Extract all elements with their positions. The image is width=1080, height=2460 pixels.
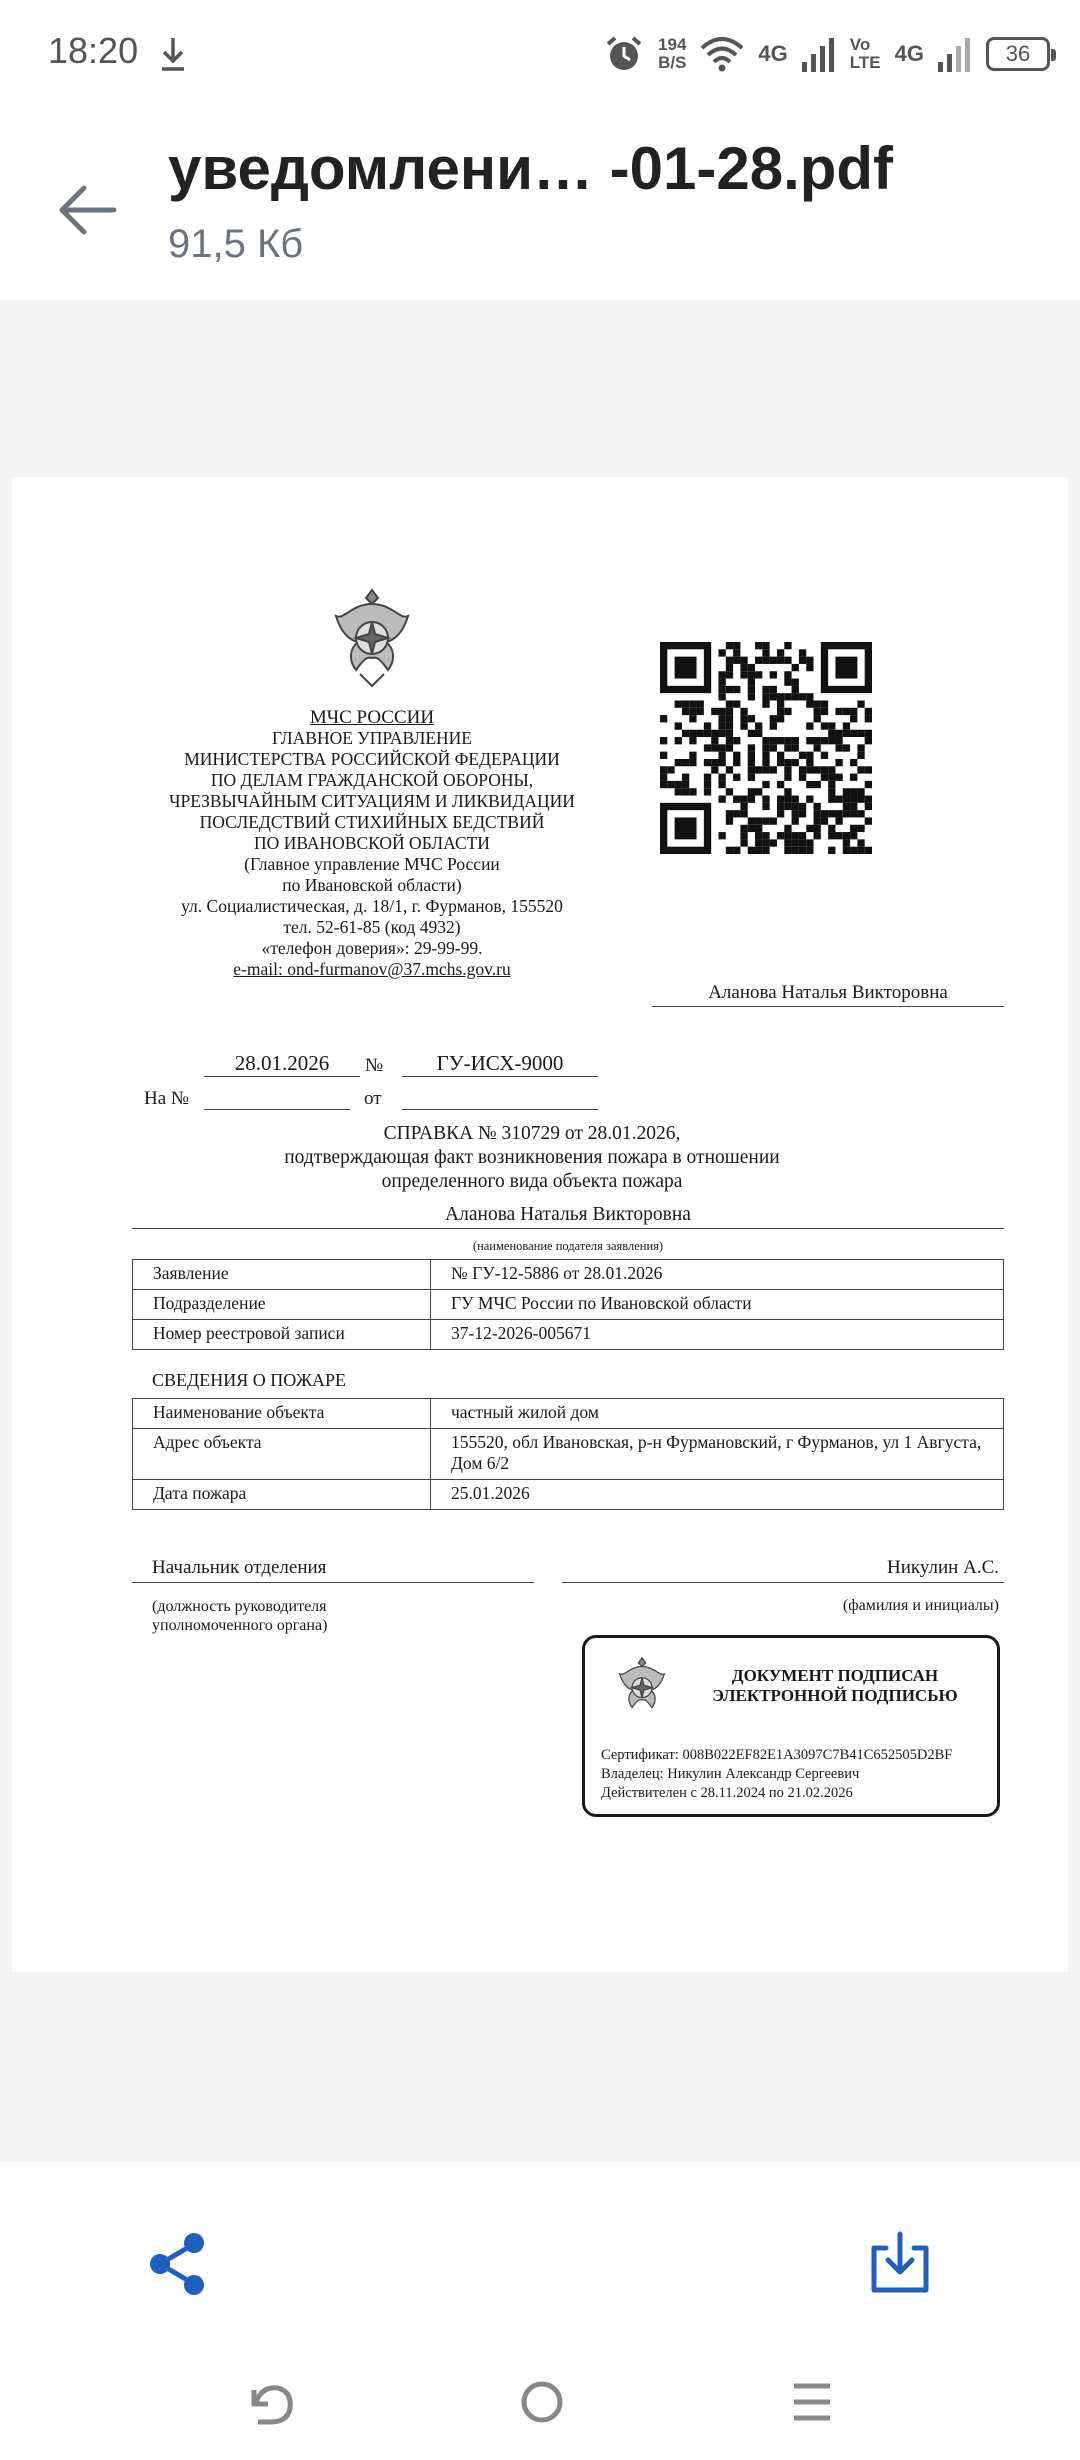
table-value: 155520, обл Ивановская, р-н Фурмановский, г Фурманов, ул 1 Августа, Дом 6/2 xyxy=(431,1429,1004,1480)
org-address: ул. Социалистическая, д. 18/1, г. Фурманов, 155520 xyxy=(181,896,563,916)
reg-no-label: № xyxy=(365,1055,384,1076)
application-table xyxy=(132,1259,1004,1350)
org-line: по Ивановской области) xyxy=(282,875,462,895)
stamp-certificate: Сертификат: 008B022EF82E1A3097C7B41C652505D2BF xyxy=(601,1747,953,1763)
caption-line: (должность руководителя xyxy=(152,1598,327,1615)
table-row xyxy=(133,1480,1004,1510)
volte-bottom: LTE xyxy=(849,53,881,72)
bottom-action-bar xyxy=(0,2162,1080,2342)
status-icons xyxy=(604,26,1050,82)
org-email: e-mail: ond-furmanov@37.mchs.gov.ru xyxy=(233,959,511,979)
alarm-icon xyxy=(604,34,644,74)
table-key: Адрес объекта xyxy=(133,1429,431,1480)
file-title: уведомлени… -01-28.pdf xyxy=(168,135,894,202)
table-row xyxy=(133,1429,1004,1480)
net-speed-unit: B/S xyxy=(658,53,687,72)
org-line: ГЛАВНОЕ УПРАВЛЕНИЕ xyxy=(271,728,472,748)
nav-back-icon[interactable] xyxy=(240,2372,300,2432)
table-key: Дата пожара xyxy=(133,1480,431,1510)
table-key: Номер реестровой записи xyxy=(133,1320,431,1350)
download-icon xyxy=(158,34,188,74)
table-value: 37-12-2026-005671 xyxy=(431,1320,1004,1350)
stamp-validity: Действителен с 28.11.2024 по 21.02.2026 xyxy=(601,1785,853,1801)
stamp-title-line: ДОКУМЕНТ ПОДПИСАН xyxy=(731,1666,939,1685)
org-line: ПОСЛЕДСТВИЙ СТИХИЙНЫХ БЕДСТВИЙ xyxy=(199,812,545,832)
org-line: МЧС РОССИИ xyxy=(309,707,435,728)
certificate-heading xyxy=(212,1122,852,1194)
stamp-title xyxy=(685,1666,985,1706)
net-speed xyxy=(658,36,686,72)
certificate-subtitle: подтверждающая факт возникновения пожара в отношении xyxy=(284,1147,780,1168)
reg-date: 28.01.2026 xyxy=(204,1051,360,1077)
net-type-2: 4G xyxy=(894,41,924,66)
reg-na-value xyxy=(204,1084,350,1110)
table-value: 25.01.2026 xyxy=(431,1480,1004,1510)
certificate-subtitle: определенного вида объекта пожара xyxy=(381,1171,683,1192)
system-nav-bar xyxy=(0,2342,1080,2460)
org-line: МИНИСТЕРСТВА РОССИЙСКОЙ ФЕДЕРАЦИИ xyxy=(184,749,560,769)
fire-info-table xyxy=(132,1398,1004,1510)
reg-ot-value xyxy=(402,1084,598,1110)
table-row xyxy=(133,1399,1004,1429)
battery-level: 36 xyxy=(1005,41,1031,66)
table-value: № ГУ-12-5886 от 28.01.2026 xyxy=(431,1260,1004,1290)
table-row xyxy=(133,1260,1004,1290)
file-size: 91,5 Кб xyxy=(168,222,304,266)
table-key: Подразделение xyxy=(133,1290,431,1320)
signatory-name-caption: (фамилия и инициалы) xyxy=(842,1597,999,1614)
volte-indicator xyxy=(850,36,881,72)
org-line: ЧРЕЗВЫЧАЙНЫМ СИТУАЦИЯМ И ЛИКВИДАЦИИ xyxy=(169,791,575,811)
table-value: ГУ МЧС России по Ивановской области xyxy=(431,1290,1004,1320)
share-icon[interactable] xyxy=(140,2226,216,2302)
net-speed-value: 194 xyxy=(658,35,687,54)
recipient-name: Аланова Наталья Викторовна xyxy=(652,982,1004,1007)
mchs-emblem-icon xyxy=(322,582,422,692)
pdf-page[interactable] xyxy=(12,477,1068,1972)
wifi-icon xyxy=(700,36,744,72)
table-key: Заявление xyxy=(133,1260,431,1290)
signal-icon xyxy=(938,36,972,72)
reg-number: ГУ-ИСХ-9000 xyxy=(402,1051,598,1077)
table-key: Наименование объекта xyxy=(133,1399,431,1429)
signal-icon xyxy=(802,36,836,72)
org-line: ПО ДЕЛАМ ГРАЖДАНСКОЙ ОБОРОНЫ, xyxy=(210,770,534,790)
download-icon[interactable] xyxy=(862,2226,938,2302)
qr-code xyxy=(660,642,872,854)
stamp-details xyxy=(601,1746,952,1803)
signatory-position-caption xyxy=(152,1597,327,1635)
nav-menu-icon[interactable] xyxy=(782,2372,842,2432)
reg-na-label: На № xyxy=(144,1088,190,1109)
table-row xyxy=(133,1320,1004,1350)
organization-block xyxy=(122,707,622,980)
caption-line: уполномоченного органа) xyxy=(152,1617,328,1634)
battery-icon xyxy=(986,37,1050,71)
signatory-name: Никулин А.С. xyxy=(562,1557,1004,1583)
certificate-title: СПРАВКА № 310729 от 28.01.2026, xyxy=(383,1123,681,1144)
status-bar xyxy=(0,0,1080,110)
status-time: 18:20 xyxy=(48,30,139,71)
net-type-1: 4G xyxy=(758,41,788,66)
pdf-viewer[interactable] xyxy=(0,300,1080,2162)
section-title: СВЕДЕНИЯ О ПОЖАРЕ xyxy=(152,1370,346,1390)
arrow-left-icon[interactable] xyxy=(48,172,124,248)
org-hotline: «телефон доверия»: 29-99-99. xyxy=(261,938,483,958)
nav-home-icon[interactable] xyxy=(512,2372,572,2432)
stamp-owner: Владелец: Никулин Александр Сергеевич xyxy=(601,1766,860,1782)
stamp-title-line: ЭЛЕКТРОННОЙ ПОДПИСЬЮ xyxy=(712,1686,958,1705)
applicant-caption: (наименование подателя заявления) xyxy=(472,1239,664,1253)
org-line: (Главное управление МЧС России xyxy=(244,854,500,874)
app-header xyxy=(0,110,1080,300)
mchs-emblem-icon xyxy=(611,1646,673,1728)
e-signature-stamp xyxy=(582,1635,1000,1817)
table-value: частный жилой дом xyxy=(431,1399,1004,1429)
reg-ot-label: от xyxy=(364,1088,382,1109)
org-line: ПО ИВАНОВСКОЙ ОБЛАСТИ xyxy=(254,833,490,853)
signatory-position: Начальник отделения xyxy=(132,1557,534,1583)
applicant-name: Аланова Наталья Викторовна xyxy=(132,1204,1004,1229)
volte-top: Vo xyxy=(849,35,871,54)
org-phone: тел. 52-61-85 (код 4932) xyxy=(283,917,461,937)
table-row xyxy=(133,1290,1004,1320)
